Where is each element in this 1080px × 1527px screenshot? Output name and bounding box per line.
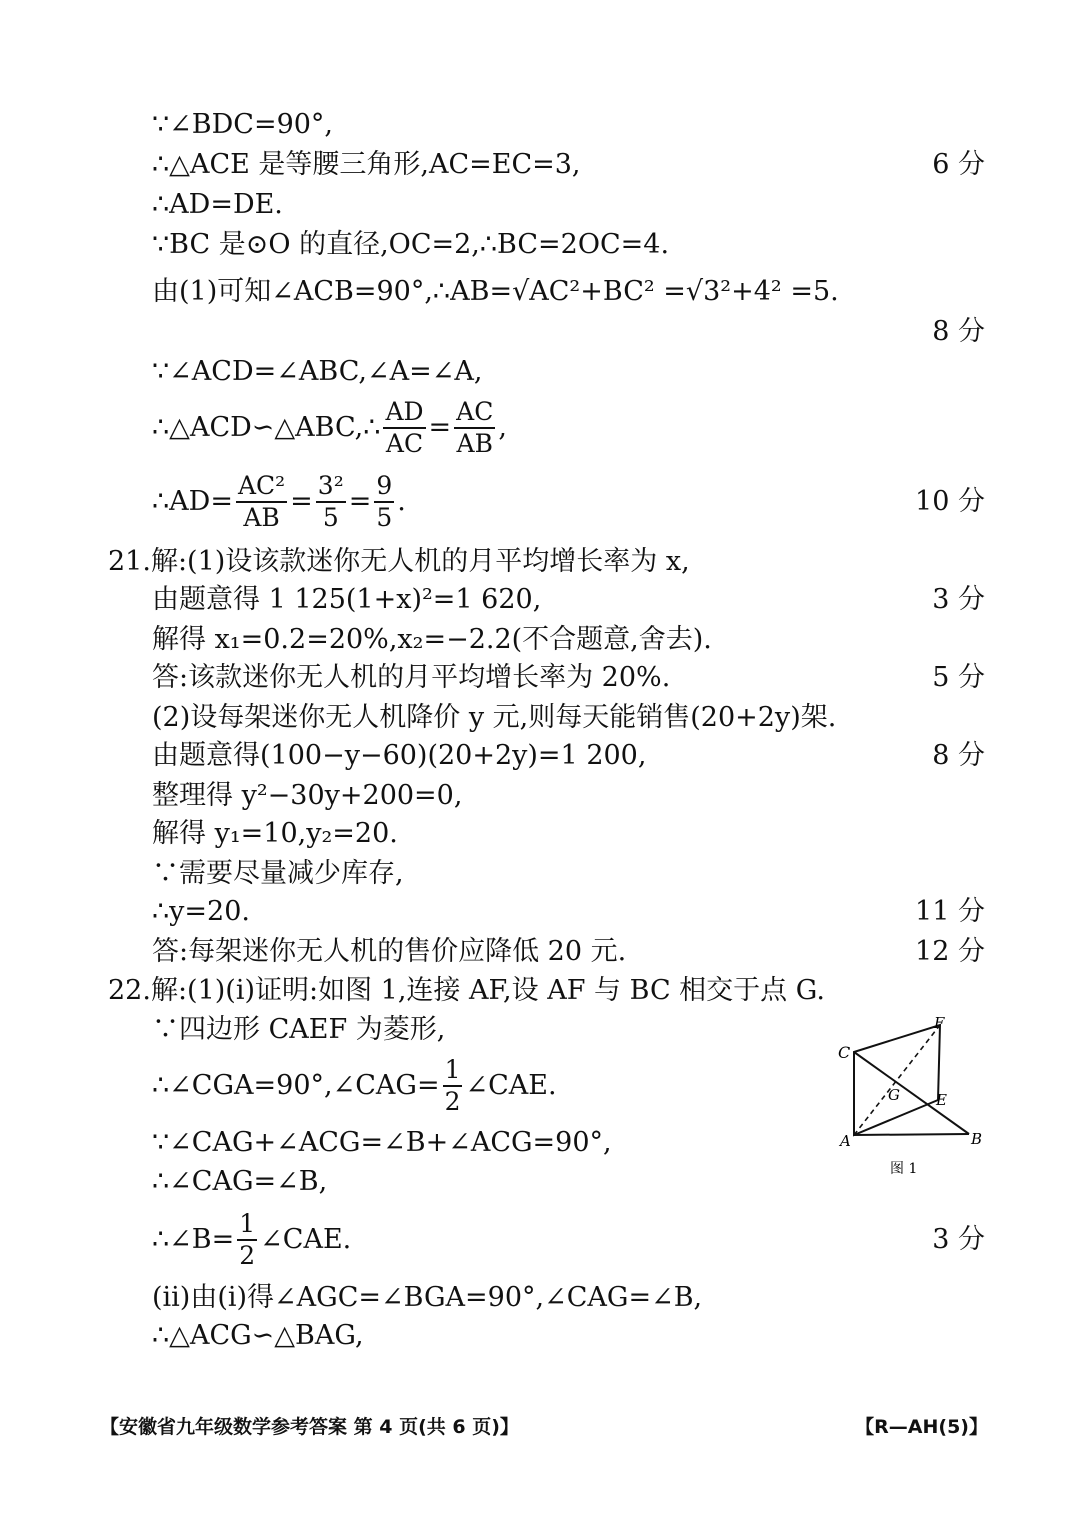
geometry-figure [828, 1010, 998, 1190]
score: 8 分 [932, 740, 985, 771]
score: 3 分 [932, 584, 985, 615]
dot-leader [357, 1220, 926, 1260]
text-line [152, 1278, 702, 1318]
label-e: E [936, 1091, 947, 1109]
line-text: ∴∠CAG=∠B, [152, 1166, 328, 1197]
diagonal-af [854, 1025, 940, 1135]
fraction [454, 397, 495, 459]
line-text: ∴y=20. [152, 896, 250, 927]
denominator: 5 [376, 503, 393, 532]
line-text: ∴∠CGA=90°,∠CAG= [152, 1070, 440, 1101]
label-f: F [934, 1014, 945, 1032]
label-b: B [971, 1130, 983, 1148]
line-text: ∠CAE. [260, 1224, 352, 1255]
text-line [152, 1123, 612, 1163]
line-text: ∵∠ACD=∠ABC,∠A=∠A, [152, 356, 483, 387]
dot-leader [632, 932, 909, 972]
denominator: AB [456, 429, 493, 458]
score: 10 分 [915, 486, 985, 517]
line-text: 整理得 y²−30y+200=0, [152, 780, 463, 811]
segment-ab [854, 1134, 969, 1135]
score: 12 分 [915, 936, 985, 967]
numerator: 3² [316, 471, 346, 503]
footer-right: 【R—AH(5)】 [855, 1416, 988, 1438]
dot-leader [547, 580, 926, 620]
line-text: ∠CAE. [465, 1070, 557, 1101]
denominator: 2 [239, 1241, 256, 1270]
text-line-scored [152, 892, 985, 932]
text-line [152, 1010, 445, 1050]
line-text: , [498, 412, 507, 443]
line-text: ∴△ACD∽△ABC,∴ [152, 412, 381, 443]
equals: = [290, 486, 313, 517]
dot-leader [652, 736, 926, 776]
text-line [108, 971, 825, 1011]
numerator: 1 [237, 1209, 257, 1241]
denominator: 2 [444, 1087, 461, 1116]
text-line [152, 1316, 364, 1356]
denominator: 5 [322, 503, 339, 532]
text-line [152, 854, 404, 894]
text-line [152, 620, 712, 660]
score: 3 分 [932, 1224, 985, 1255]
fraction [236, 471, 287, 533]
line-text: ∵需要尽量减少库存, [152, 858, 404, 889]
text-line [152, 185, 283, 225]
dot-leader [843, 272, 925, 312]
equals: = [348, 486, 372, 517]
text-line [152, 1056, 557, 1116]
score: 5 分 [932, 662, 985, 693]
text-line [152, 105, 333, 145]
footer-left: 【安徽省九年级数学参考答案 第 4 页(共 6 页)】 [100, 1416, 519, 1438]
fraction [316, 471, 346, 533]
text-line [152, 698, 836, 738]
numerator: AC² [236, 471, 287, 503]
line-text: 解得 x₁=0.2=20%,x₂=−2.2(不合题意,舍去). [152, 624, 712, 655]
label-g: G [888, 1086, 900, 1104]
score: 6 分 [932, 149, 985, 180]
fraction [237, 1209, 257, 1271]
text-line-scored [152, 1210, 985, 1270]
text-line-scored [152, 472, 985, 532]
text-line [152, 814, 398, 854]
denominator: AB [243, 503, 280, 532]
line-text: ∴AD= [152, 486, 233, 517]
denominator: AC [385, 429, 424, 458]
line-text: 答:该款迷你无人机的月平均增长率为 20%. [152, 662, 671, 693]
text-line [152, 398, 507, 458]
label-a: A [840, 1132, 851, 1150]
line-text: (2)设每架迷你无人机降价 y 元,则每天能销售(20+2y)架. [152, 702, 837, 733]
text-line-scored [152, 658, 985, 698]
numerator: 1 [443, 1055, 463, 1087]
dot-leader [676, 658, 926, 698]
score: 8 分 [932, 316, 985, 347]
dot-leader [587, 145, 927, 185]
score: 11 分 [915, 896, 985, 927]
line-text: ∵∠CAG+∠ACG=∠B+∠ACG=90°, [152, 1127, 612, 1158]
numerator: 9 [374, 471, 394, 503]
text-line-scored [200, 312, 985, 352]
text-line-scored [152, 736, 985, 776]
text-line [152, 272, 985, 312]
figure-caption: 图 1 [890, 1161, 918, 1177]
segment-cb [854, 1052, 969, 1134]
numerator: AD [383, 397, 425, 429]
dot-leader [256, 892, 909, 932]
text-line-scored [152, 932, 985, 972]
dot-leader [200, 312, 926, 352]
line-text: 由(1)可知∠ACB=90°,∴AB=√AC²+BC² =√3²+4² =5. [152, 276, 839, 307]
text-line [152, 776, 462, 816]
fraction [443, 1055, 463, 1117]
dot-leader [412, 482, 909, 522]
fraction [374, 471, 394, 533]
fraction [383, 397, 425, 459]
line-text: 解得 y₁=10,y₂=20. [152, 818, 398, 849]
numerator: AC [454, 397, 495, 429]
line-text: 21.解:(1)设该款迷你无人机的月平均增长率为 x, [108, 546, 690, 577]
line-text: 由题意得 1 125(1+x)²=1 620, [152, 584, 542, 615]
line-text: ∴△ACG∽△BAG, [152, 1320, 364, 1351]
line-text: ∴△ACE 是等腰三角形,AC=EC=3, [152, 149, 581, 180]
text-line [152, 1162, 327, 1202]
line-text: ∴∠B= [152, 1224, 235, 1255]
line-text: ∵∠BDC=90°, [152, 109, 334, 140]
text-line [152, 352, 482, 392]
line-text: 由题意得(100−y−60)(20+2y)=1 200, [152, 740, 647, 771]
line-text: . [397, 486, 406, 517]
line-text: ∵BC 是⊙O 的直径,OC=2,∴BC=2OC=4. [152, 229, 670, 260]
text-line [108, 542, 690, 582]
text-line [152, 225, 669, 265]
text-line-scored [152, 145, 985, 185]
label-c: C [838, 1043, 851, 1062]
text-line-scored [152, 580, 985, 620]
line-text: 答:每架迷你无人机的售价应降低 20 元. [152, 936, 627, 967]
line-text: (ⅱ)由(ⅰ)得∠AGC=∠BGA=90°,∠CAG=∠B, [152, 1282, 703, 1313]
line-text: ∴AD=DE. [152, 189, 283, 220]
line-text: 22.解:(1)(ⅰ)证明:如图 1,连接 AF,设 AF 与 BC 相交于点 G. [108, 975, 825, 1006]
line-text: ∵四边形 CAEF 为菱形, [152, 1014, 446, 1045]
equals: = [428, 412, 452, 443]
